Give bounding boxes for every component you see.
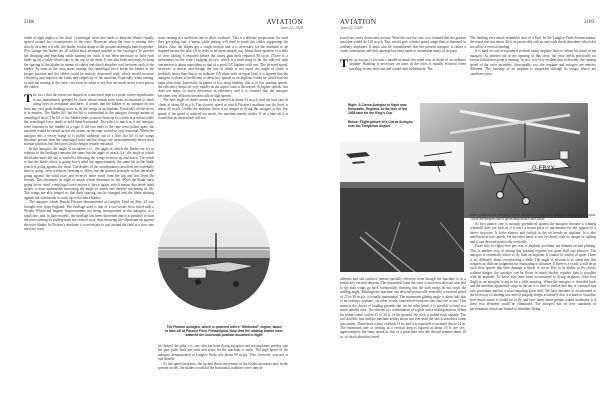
photo-autogiro-field	[158, 198, 270, 310]
photo-templehof-airport	[340, 142, 464, 272]
masthead-title: AVIATION	[340, 18, 377, 26]
templehof-flight-photo	[340, 142, 464, 272]
paragraph: At first glance, one is strongly prejudiced against the autogiro because a rotating windmill does not look as if it were a sound piece of mechanism for the support of a heavy structure. It looks clumsy and foolish in the air beside an airplane. It is also inefficient at low speeds. On the other hand, it can fly slowly with no danger of stalling and it can descend practically vertically.	[470, 221, 596, 244]
page-number: 2189	[584, 20, 594, 25]
right-page	[308, 0, 616, 420]
paragraph: It is hard for one accustomed to think along airplane lines to adjust his mind to the autogiro. As pointed out in the opening of this story, the rotor needs practically no forward motion to keep it turning. In fact, it is very evident that in descent, the turning speed of the rotor increases. Structurally, too, the airplane and autogiro are entirely different. The fuselage of an airplane is supported through its wings, which are cantilever struc-	[470, 49, 596, 76]
page-number: 2188	[24, 20, 34, 25]
paragraph: be cleared, the pilot, i.e., one who has been flying autogiros and not airplanes, merely cuts the gun, pulls back the stick and waits for the machine to settle. The high speed of the autogiro demonstrated at Langley Field was about 90 m.p.h. This, however, was not at full throttle.	[158, 344, 288, 362]
masthead	[340, 19, 377, 30]
text-column-2-top	[470, 36, 596, 99]
text-column-2-bottom	[158, 344, 288, 418]
masthead-date: June 22, 1929	[340, 25, 363, 30]
masthead-date: June 22, 1929	[280, 25, 303, 30]
paragraph: The autogiro which Harold Pitcairn demonstrated at Langley Field on May 24 was brought over from England. The fuselage used is that of a two-seater Avro fitted with a Wright Whirlwind engine. Improvements are being incorporated in the autogiros at a rapid rate, and, in later models, the fuselage has been shortened and it is possible to start the rotor turning by pulling back the control stick, thus throwing the slipstream up against the rotor blades. In Pitcairn's machine, it is necessary to taxi around the field at a slow rate until the rotor	[24, 200, 154, 232]
paragraph: The best angle of climb seems to be achieved at about 43 m.p.h. and the best rate of climb at about 60 m.p.h. The slowest speed at which Pitcairn's machine can fly level is about 30 m.p.h. Unlike the airplane, there is no danger in flying the autogiro at this low speed; if the speed is reduced too much, the machine merely settles. If on a take-off it is found that an obstruction will not	[158, 98, 288, 121]
masthead	[266, 19, 303, 30]
paragraph-body: handle in much the same way as those of an ordinary airplane. Banking is necessary on turns as the rotor is equally efficient when traveling in any direction and would skid indefinitely. The	[349, 57, 466, 71]
paragraph: The landing very much resembles that of a bird. In the Langley Field demonstration, the usual run was about 40 ft. in practically still air and with shock absorbers which did not allow a vertical landing.	[470, 36, 596, 49]
paragraph-dropcap	[340, 55, 466, 71]
masthead-title: AVIATION	[266, 18, 303, 26]
aircraft-registration: G-EBYY	[532, 166, 555, 172]
lead-in: he fact	[33, 93, 46, 98]
paragraph: lowed any more downward motion. Were this not the case, it is claimed that the present machine would do 110 m.p.h. This would give a better speed range than is obtained in ordinary airplanes. It must also be remembered that the present autogiro is rather a crude contraption and little attempt has been made to streamline many of its parts.	[340, 36, 466, 54]
paragraph: As the speed increases, the up and down movement of the blades increases and, in the present model, the blades would hit the horizontal stabilizer were they al-	[158, 361, 288, 371]
figure-caption-below: Below: Flight picture of a Cierva Autogiro over the Templehof Airport	[348, 120, 413, 128]
text-column-1-top	[340, 36, 466, 98]
figure-caption: The Pitcairn Autogiro, which is powered with a "Whirlwind" engine, about to take-off at Pitcairn Field, Philadelphia. Note that the rotating blades have attained the horizontal position assumed in flight	[165, 325, 283, 337]
paragraph: starts turning at a sufficient rate to allow a takeoff. This is a delicate proposition, for until they get going fast, a bump while taxiing will tend to break the cables supporting the blades. Also the blades get a rough motion and it is necessary for the machine to be stopped before the take-off in order to let them smooth out. About three-quarters of a mile of slow taxiing is required before the rotors gain their required 90 r.p.m. (There is a tachometer on the rotor.) Judging by eye, which is a hard thing to do, the take-off with one person is about equivalent to that of a good OX biplane with two. The forward speed, however, is slower and though the rate of climb is not rapid, the angle of climb is probably better than that of an ordinary OX plane with an equal load. It is figured that the autogiro is about as inefficient at these low speeds as an airplane would be which had the same plan form. Especially in planes of low wing loading, that is of low landing speeds, the efficiency drops off very rapidly as the aspect ratio is decreased. At higher speeds, this does not make so much difference in efficiency and it is claimed that the autogiro becomes very efficient theoretically at high speeds.	[158, 36, 288, 98]
autogiro-takeoff-photo	[158, 198, 270, 310]
paragraph-dropcap	[24, 93, 154, 146]
text-column-2-bottom	[470, 213, 596, 418]
paragraph: tures, whereas the fuselage of the autogiro is supported through members in tension. These differences are of great importance and value.	[470, 213, 596, 222]
drop-cap: T	[24, 91, 33, 106]
paragraph-body: that the rotors are hinged on a universal joint is a point whose significance is not immediately grasped by those whose minds have been accustomed to think along lines of aeroplane structures. It means that the blades of an autogiro do not have any very great bending stress as do the wings of an airplane. Practically all the stress is in tension. The blades lift, but the lift is transmitted to the autogiro through means of centrifugal force. The lift of the blades tends to move them up to a vertical position while the centrifugal force tends to hold them horizontal. The effect is much as if the autogiro were fastened to the middle of a rope. If the two ends of the rope were pulled apart, the machine would be raised up but the strains on the rope would be only tensional. When the autogiro hits a severe bump or is pulled suddenly out of a dive, the lift of the wings becomes greater than the centrifugal force and the wings rise up momentarily above their normal position, but the forces on the hinges remain tensional.	[24, 93, 154, 147]
text-column-2-top	[158, 36, 288, 176]
text-column-1-bottom	[340, 277, 466, 418]
paragraph: In the autogiro, the angle of incidence (i.e., the angle at which the blades are set in relation to the fuselage) remains the same but the angle of attack (i.e., the angle at which the blades meet the air) is varied by allowing the wings to move up and down. The result is that the blade which is going down wind has approximately the same lift as the blade which is going against the wind. The details of the aerodynamics involved are extremely hard to grasp, even scientists seeming to differ, but the general principle is that the blade going against the wind rises and receives more wind from the top and less from the bottom. This decreases its angle of attack which decreases its lift. When the blade starts going down wind, centrifugal force moves it down again, which means that more wind strikes it from underneath increasing the angle of attack and thereby increasing its lift. The wings are also hinged so that their spacing can be changed and the blade moving against the wind tends to catch up to the other blades.	[24, 146, 154, 200]
figure-caption-right: Right: A Cierva Autogiro in flight near Newcastle, England, at the time of the 1928 race for the King's Cup	[348, 103, 408, 115]
lead-in: he autogiro controls	[349, 57, 387, 62]
text-column-1	[24, 36, 154, 416]
paragraph: From fifty to eighty-five per cent of airplane accidents are blamed on bad piloting. This is another way of saying that piloting requires too great skill and practice. The autogiro is essentially easier to fly than an airplane. It cannot be stalled or spun. There is no difficulty about overshooting a field. The angle of descent is so steep that this requires no delicate judgment nor estimating of distance. If there is a crash, it will be at such slow speeds that little damage is likely to occur. Due to its ability to fly slowly without danger, the autogiro can be flown in much thicker weather than is possible with an airplane. To those who have been accustomed to flying airplanes, their first flight in an autogiro is apt to be a little startling. When the autogiro is throttled back and the machine apparently stops in the air, it is hard to realize that this is a normal and safe procedure and not a stunt requiring great skill. We have become so accustomed to the necessity of landing fast and of judging height accurately that it is hard to visualize how much easier it would be to fly and how many more people would undertake it if these two elements could be eliminated. The autogiro has set new standards of performance which are bound to stimulate flying.	[470, 244, 596, 311]
paragraph: ailerons and tail surfaces remain partially effective even though the machine is in a practically vertical descent. The downwash from the rotor is such that ailerons attached to the stub wings go back horizontally showing that the stub wings do not reach the stalling angle. Although the machine can descend practically vertically a forward speed of 25 or 30 m.p.h. is usually maintained. The maximum gliding angle is about half that of an ordinary airplane—in other words, somewhere between four and five to one. This restricts the choice of landing grounds but, on the other hand, it is possible to land in a much smaller area. The descent is a combination of a glide and a settling motion. When the plane comes within 15 or 20 ft. of the ground, the stick is pulled back sharply. The tail skid hits first and the machine settles about two feet until the shock absorbers come into action. These have a play of about 13 in. and it is expected to increase this to 24 in. The maximum rate of settling in a vertical drop is figured at about 16 ft. per sec., approximately the same speed as that of a parachute and this should require about 18 in. of shock absorber travel.	[340, 277, 466, 339]
drop-cap: T	[340, 55, 349, 70]
paragraph: rather at right angles to the shaft. Centrifugal force also tends to keep the blades equally spaced around the circumference of the rotor. However, when the rotor is turning very slowly, or when it is idle, the blades would droop to the ground and might bunch together. (For storage the blades are all folded back arranged parallel to the fuselage.) To prevent the drooping and bunching while starting the rotor, it has been necessary to hold each blade up by a cable which runs to the top of the mast. It has also been necessary to keep the spacing of the blades by means of cables and shock absorber cord between each of the blades. As soon as the rotor starts turning, the centrifugal force keeps the blades in the proper position and the cables could be entirely dispensed with, which would increase efficiency and improve the looks and simplicity of the machine. Especially when taxiing, to start the turning of the rotor, care must be taken to see that too much stress is not put on the cables.	[24, 36, 154, 89]
